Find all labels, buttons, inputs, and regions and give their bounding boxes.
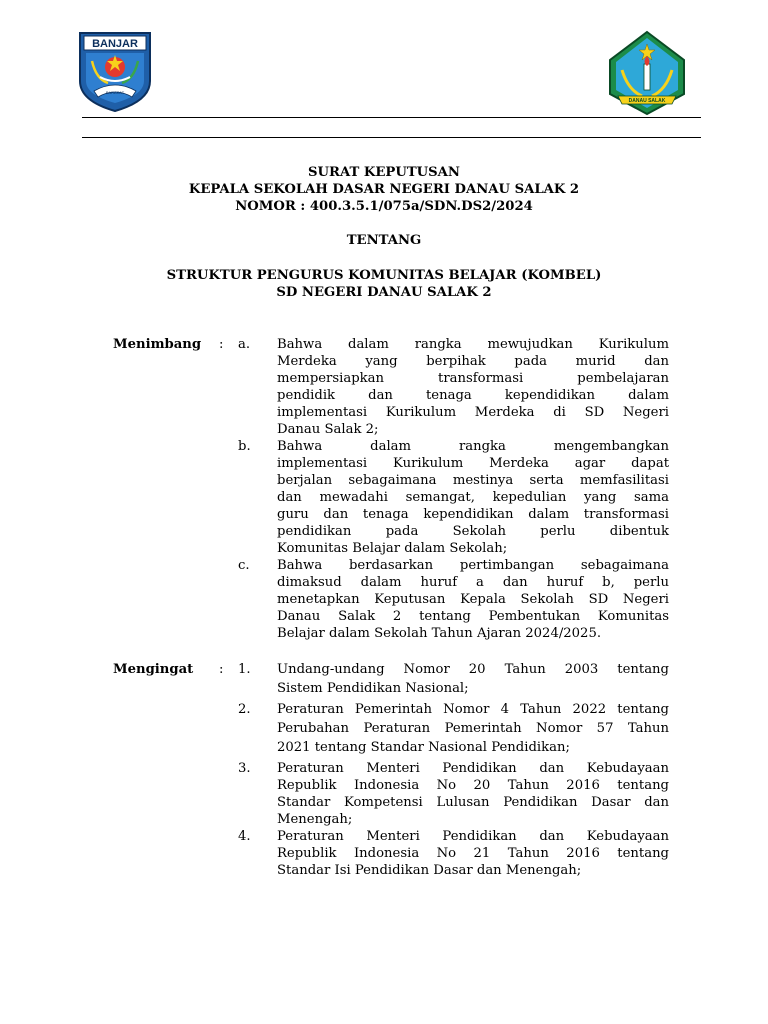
mengingat-mark-4: 4. — [238, 829, 251, 844]
mengingat-mark-1: 1. — [238, 662, 251, 677]
text-line: Republik Indonesia No 21 Tahun 2016 tentang — [277, 846, 669, 861]
text-line: Danau Salak 2 tentang Pembentukan Komunitas — [277, 609, 669, 624]
subject-line-2: SD NEGERI DANAU SALAK 2 — [276, 285, 492, 300]
text-line: Bahwa dalam rangka mengembangkan — [277, 439, 669, 454]
text-line: Bahwa berdasarkan pertimbangan sebagaimana — [277, 558, 669, 573]
mengingat-item-2 — [277, 701, 669, 758]
mengingat-colon: : — [219, 662, 224, 677]
text-line: menetapkan Keputusan Kepala Sekolah SD Negeri — [277, 592, 669, 607]
danau-salak-logo — [608, 30, 686, 116]
text-line: pendidikan pada Sekolah perlu dibentuk — [277, 524, 669, 539]
menimbang-colon: : — [219, 337, 224, 352]
text-line: Peraturan Menteri Pendidikan dan Kebudayaan — [277, 829, 669, 844]
text-line: Peraturan Menteri Pendidikan dan Kebudayaan — [277, 761, 669, 776]
mengingat-item-3 — [277, 760, 669, 828]
text-line: pendidik dan tenaga kependidikan dalam — [277, 388, 669, 403]
menimbang-mark-b: b. — [238, 439, 251, 454]
text-line: Standar Isi Pendidikan Dasar dan Menengah; — [277, 863, 582, 878]
doc-number: NOMOR : 400.3.5.1/075a/SDN.DS2/2024 — [235, 199, 533, 214]
text-line: Sistem Pendidikan Nasional; — [277, 681, 469, 696]
mengingat-mark-3: 3. — [238, 761, 251, 776]
text-line: mempersiapkan transformasi pembelajaran — [277, 371, 669, 386]
text-line: Perubahan Peraturan Pemerintah Nomor 57 Tahun — [277, 721, 669, 736]
menimbang-item-a — [277, 336, 669, 438]
text-line: dan mewadahi semangat, kepedulian yang sama — [277, 490, 669, 505]
text-line: Republik Indonesia No 20 Tahun 2016 tentang — [277, 778, 669, 793]
logo-left-ribbon: BARAKAT — [105, 90, 125, 95]
text-line: Menengah; — [277, 812, 353, 827]
logo-left-title: BANJAR — [92, 38, 138, 50]
text-line: implementasi Kurikulum Merdeka agar dapat — [277, 456, 669, 471]
mengingat-mark-2: 2. — [238, 702, 251, 717]
text-line: Belajar dalam Sekolah Tahun Ajaran 2024/2025. — [277, 626, 602, 641]
text-line: 2021 tentang Standar Nasional Pendidikan; — [277, 740, 570, 755]
mengingat-label: Mengingat — [113, 662, 194, 677]
banjar-regency-logo — [78, 31, 152, 113]
header-rule-bottom — [82, 137, 701, 138]
doc-title: SURAT KEPUTUSAN — [308, 165, 460, 180]
menimbang-label: Menimbang — [113, 337, 202, 352]
text-line: berjalan sebagaimana mestinya serta memfasilitasi — [277, 473, 669, 488]
text-line: dimaksud dalam huruf a dan huruf b, perlu — [277, 575, 669, 590]
text-line: implementasi Kurikulum Merdeka di SD Negeri — [277, 405, 669, 420]
mengingat-item-4 — [277, 828, 669, 879]
header-rule-top — [82, 117, 701, 118]
menimbang-item-b — [277, 438, 669, 557]
logo-right-ribbon: DANAU SALAK — [628, 98, 666, 104]
subject-line-1: STRUKTUR PENGURUS KOMUNITAS BELAJAR (KOMBEL) — [166, 268, 602, 283]
text-line: Standar Kompetensi Lulusan Pendidikan Dasar dan — [277, 795, 669, 810]
text-line: Bahwa dalam rangka mewujudkan Kurikulum — [277, 337, 669, 352]
menimbang-item-c — [277, 557, 669, 642]
text-line: Komunitas Belajar dalam Sekolah; — [277, 541, 508, 556]
mengingat-item-1 — [277, 661, 669, 699]
text-line: Merdeka yang berpihak pada murid dan — [277, 354, 669, 369]
doc-issuer: KEPALA SEKOLAH DASAR NEGERI DANAU SALAK 2 — [188, 182, 580, 197]
menimbang-mark-a: a. — [238, 337, 251, 352]
text-line: Danau Salak 2; — [277, 422, 379, 437]
menimbang-mark-c: c. — [238, 558, 250, 573]
text-line: Peraturan Pemerintah Nomor 4 Tahun 2022 tentang — [277, 702, 669, 717]
text-line: Undang-undang Nomor 20 Tahun 2003 tentang — [277, 662, 669, 677]
tentang-heading: TENTANG — [346, 233, 422, 248]
text-line: guru dan tenaga kependidikan dalam transformasi — [277, 507, 669, 522]
